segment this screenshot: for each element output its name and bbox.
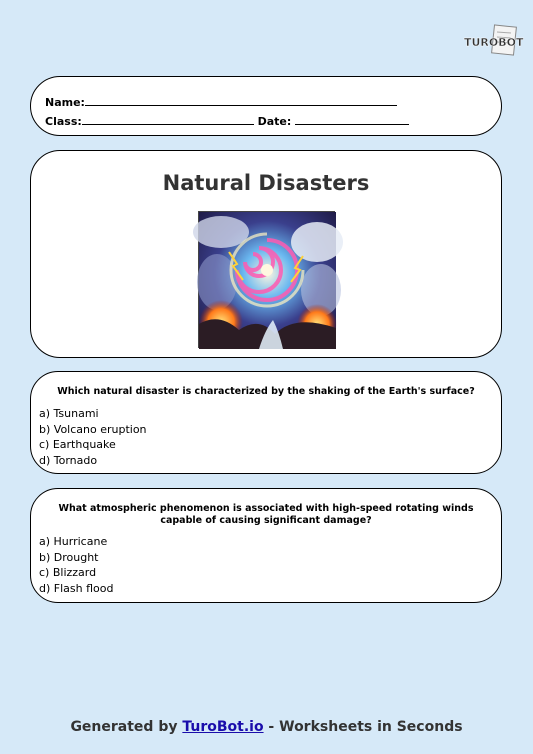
student-info-card xyxy=(30,76,502,136)
title-card xyxy=(30,150,502,358)
footer-prefix: Generated by xyxy=(70,719,183,735)
natural-disasters-illustration xyxy=(198,211,335,348)
name-label: Name: xyxy=(45,96,85,109)
answer-option[interactable]: c) Blizzard xyxy=(39,566,97,579)
answer-option[interactable]: b) Volcano eruption xyxy=(39,422,147,436)
answer-option[interactable]: a) Tsunami xyxy=(39,407,99,420)
date-field[interactable] xyxy=(295,113,409,125)
name-line xyxy=(45,94,397,109)
name-field[interactable] xyxy=(85,94,397,106)
answer-option[interactable]: a) Hurricane xyxy=(39,535,108,548)
class-field[interactable] xyxy=(82,113,254,125)
answer-option[interactable]: d) Tornado xyxy=(39,453,98,467)
answer-option[interactable]: b) Drought xyxy=(39,550,99,564)
question-card xyxy=(30,488,502,603)
turobot-logo xyxy=(463,24,524,58)
worksheet-title: Natural Disasters xyxy=(162,171,370,195)
answer-options xyxy=(39,406,147,468)
class-label: Class: xyxy=(45,115,82,128)
answer-option[interactable]: d) Flash flood xyxy=(39,581,114,595)
question-card xyxy=(30,371,502,474)
question-text: What atmospheric phenomenon is associated with high-speed rotating winds capable of causing significant damage? xyxy=(58,503,474,526)
question-text: Which natural disaster is characterized by the shaking of the Earth's surface? xyxy=(57,386,475,397)
logo-text: TUROBOT xyxy=(464,36,524,49)
turobot-link[interactable]: TuroBot.io xyxy=(182,719,264,735)
answer-option[interactable]: c) Earthquake xyxy=(39,438,116,451)
footer-suffix: - Worksheets in Seconds xyxy=(263,719,463,735)
answer-options xyxy=(39,534,113,596)
class-date-line xyxy=(45,113,409,128)
footer xyxy=(0,719,533,735)
date-label: Date: xyxy=(257,115,292,128)
